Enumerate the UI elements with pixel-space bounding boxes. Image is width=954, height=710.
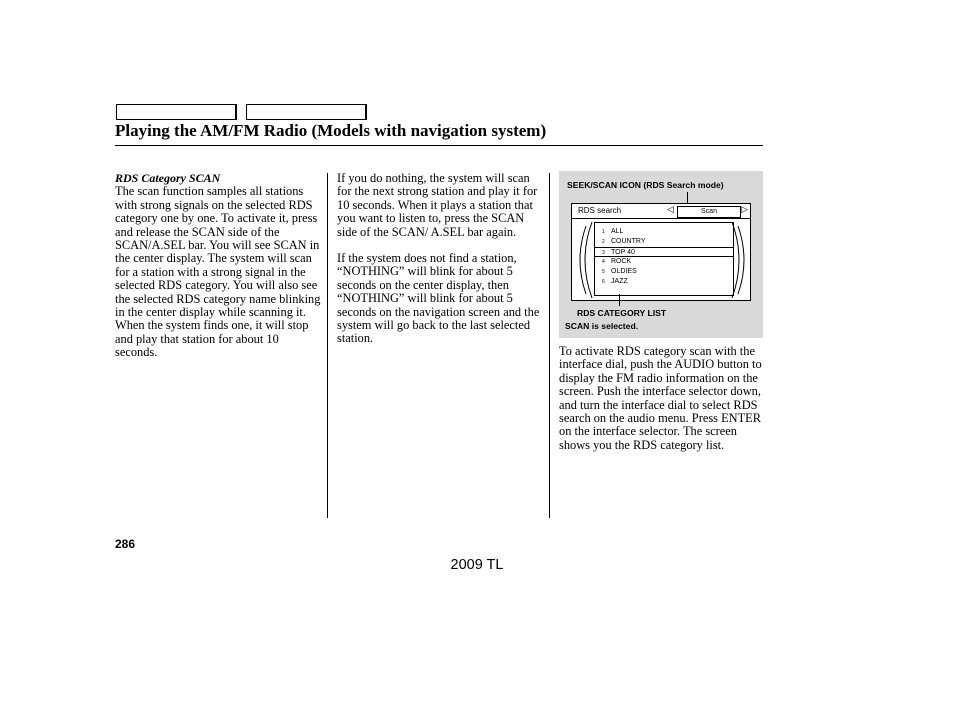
page-title: Playing the AM/FM Radio (Models with navigation system): [115, 121, 547, 140]
column-divider-2: [549, 173, 550, 518]
screen-title: RDS search: [578, 206, 622, 215]
list-item[interactable]: 5 OLDIES: [602, 268, 637, 275]
footer-model-label: 2009 TL: [450, 557, 504, 573]
scan-selected-caption: SCAN is selected.: [565, 321, 639, 331]
section-subheading: RDS Category SCAN: [115, 171, 221, 185]
caption-pointer-line: [687, 192, 688, 203]
rds-screen-figure: [559, 171, 763, 338]
list-item[interactable]: 2 COUNTRY: [602, 238, 646, 245]
column-3-body: To activate RDS category scan with the interface dial, push the AUDIO button to display the FM radio information on the screen. Push the interface selector down, and turn the interface dial to select RDS search on the audio menu. Press ENTER on the interface selector. The screen shows you the RDS category list.: [559, 344, 762, 452]
right-arrow-icon: ▷: [741, 205, 748, 215]
header-tab-box-2: [246, 104, 367, 120]
left-bracket-curve: [574, 220, 594, 300]
list-item[interactable]: 4 ROCK: [602, 258, 632, 265]
seek-scan-icon-caption: SEEK/SCAN ICON (RDS Search mode): [567, 180, 724, 190]
column-1-body: The scan function samples all stations with strong signals on the selected RDS category one by one. To activate it, press and release the SCAN side of the SCAN/A.SEL bar. You will see SCAN in the center display. The system will scan for a station with a strong signal in the selected RDS category. You will also see the selected RDS category name blinking in the center display while scanning it. When the system finds one, it will stop and play that station for about 10 seconds.: [115, 184, 321, 360]
list-item[interactable]: 6 JAZZ: [602, 278, 628, 285]
left-arrow-icon: ◁: [667, 205, 674, 215]
title-rule: [115, 145, 763, 146]
list-pointer-line: [619, 294, 620, 306]
column-1: [115, 172, 321, 360]
column-2-paragraph-1: If you do nothing, the system will scan for the next strong station and play it for 10 seconds. When it plays a station that you want to listen to, press the SCAN side of the SCAN/ A.SEL bar again.: [337, 171, 538, 239]
category-list-caption: RDS CATEGORY LIST: [577, 308, 667, 318]
header-tab-box-1: [116, 104, 237, 120]
rds-category-list: [594, 222, 734, 296]
page-number: 286: [115, 537, 136, 551]
column-2-paragraph-2: If the system does not find a station, “NOTHING” will blink for about 5 seconds on the center display, then “NOTHING” will blink for about 5 seconds on the navigation screen and the system will go back to the last selected station.: [337, 251, 540, 346]
column-3: [559, 345, 764, 452]
column-divider-1: [327, 173, 328, 518]
scan-button[interactable]: Scan: [677, 206, 741, 218]
list-item[interactable]: 1 ALL: [602, 228, 624, 235]
screen-header-rule: [572, 218, 750, 219]
column-2: [337, 172, 541, 346]
list-item-selected[interactable]: 3 TOP 40: [595, 247, 733, 257]
rds-search-screen: [571, 203, 751, 301]
